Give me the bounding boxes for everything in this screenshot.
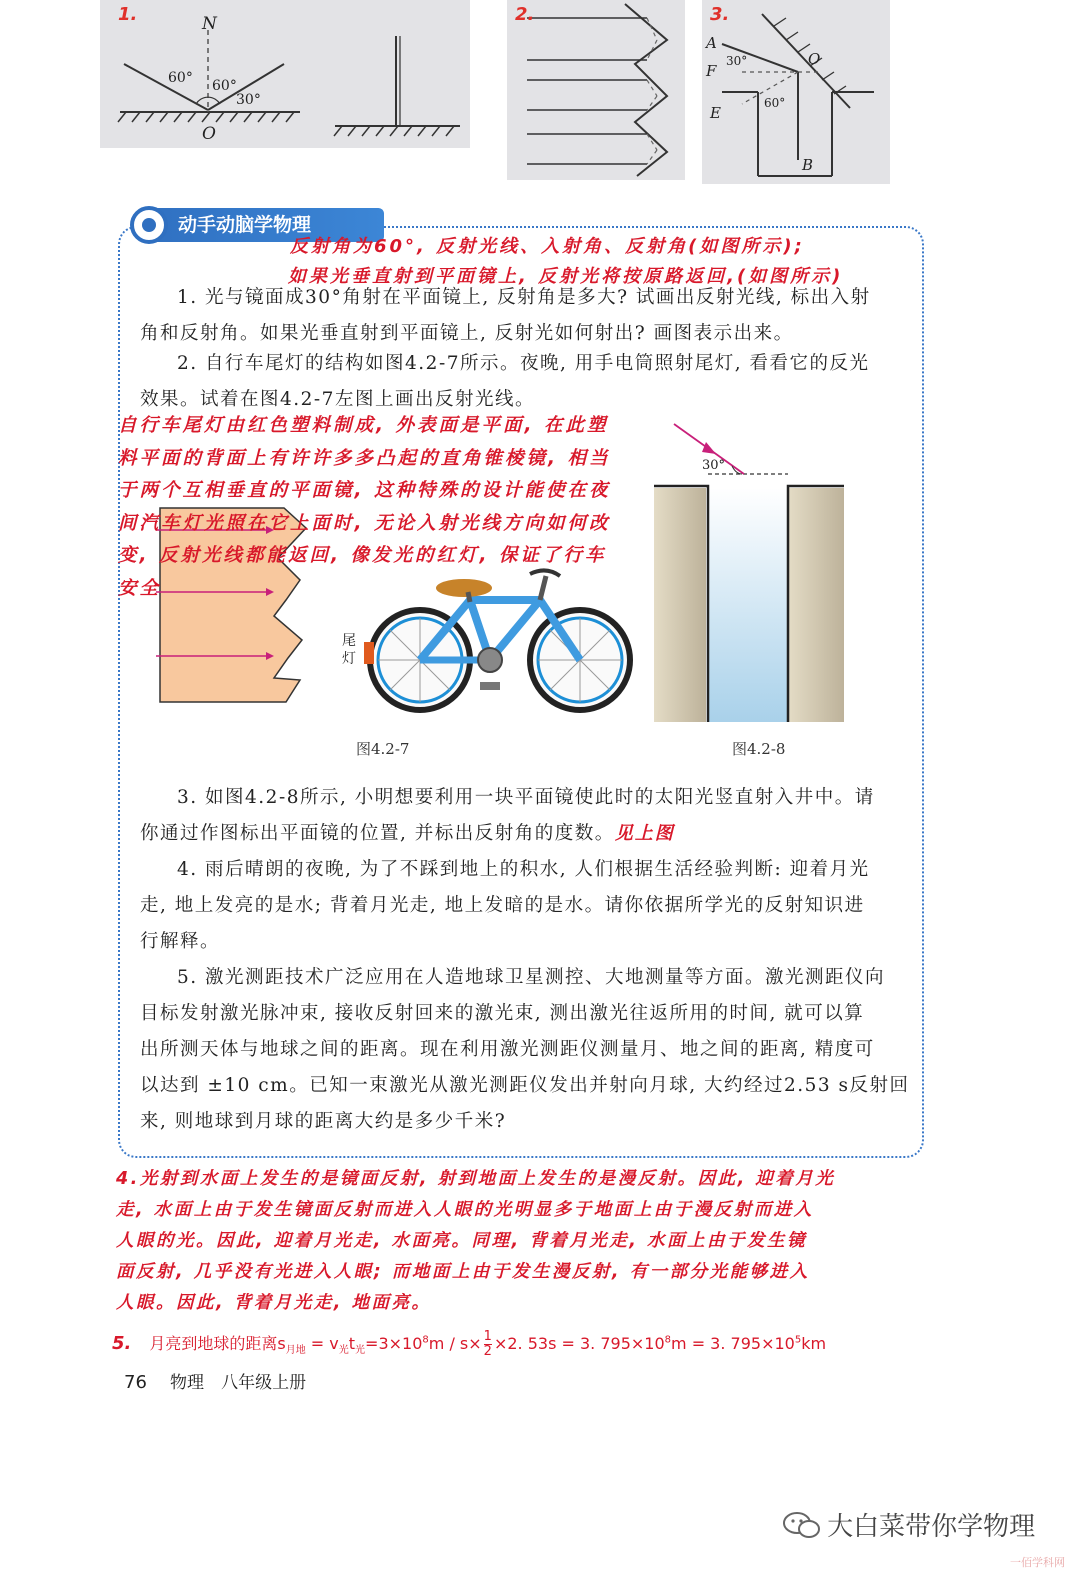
- answer-4-line-3: 人眼的光。因此, 迎着月光走, 水面亮。同理, 背着月光走, 水面上由于发生镜: [116, 1231, 807, 1251]
- sketch-3-label-f: F: [706, 62, 717, 80]
- answer-5: [112, 1330, 826, 1359]
- question-2-line-2: 效果。试着在图4.2-7左图上画出反射光线。: [140, 389, 535, 410]
- answer-2-line-4: 间汽车灯光照在它上面时, 无论入射光线方向如何改: [118, 512, 611, 534]
- question-2-line-1: 2. 自行车尾灯的结构如图4.2-7所示。夜晚, 用手电筒照射尾灯, 看看它的反光: [177, 353, 870, 374]
- answer-5-eq: = v: [305, 1334, 339, 1353]
- answer-5-exp-1: 8: [422, 1334, 429, 1346]
- tail-light-label-1: 尾: [342, 633, 356, 649]
- question-1: [140, 280, 910, 352]
- question-1-line-1: 1. 光与镜面成30°角射在平面镜上, 反射角是多大? 试画出反射光线, 标出入射: [177, 287, 871, 308]
- answer-5-part-5: km: [801, 1334, 827, 1353]
- figure-4-2-7-caption: 图4.2-7: [356, 740, 410, 758]
- tail-light-label: [342, 632, 356, 668]
- sketch-3-label-a: A: [706, 34, 717, 52]
- sketch-3-angle-30: 30°: [726, 54, 748, 68]
- answer-4-line-2: 走, 水面上由于发生镜面反射而进入人眼的光明显多于地面上由于漫反射而进入: [116, 1200, 814, 1220]
- answer-4-line-1: 4.光射到水面上发生的是镜面反射, 射到地面上发生的是漫反射。因此, 迎着月光: [116, 1169, 836, 1189]
- answer-5-sub-1: 月地: [285, 1345, 306, 1357]
- watermark: [782, 1506, 1035, 1543]
- question-4-line-3: 行解释。: [140, 931, 221, 952]
- answer-2-line-1: 自行车尾灯由红色塑料制成, 外表面是平面, 在此塑: [118, 415, 609, 436]
- question-5-line-3: 出所测天体与地球之间的距离。现在利用激光测距仪测量月、地之间的距离, 精度可: [140, 1039, 875, 1060]
- bicycle-figure: [360, 560, 640, 720]
- answer-5-exp-3: 5: [794, 1334, 802, 1346]
- question-3: [140, 780, 910, 852]
- answer-5-t: t: [348, 1334, 356, 1353]
- sketch-3: [702, 0, 890, 184]
- figure-4-2-8-caption: 图4.2-8: [732, 740, 786, 758]
- well-figure: [650, 420, 850, 725]
- question-4-line-1: 4. 雨后晴朗的夜晚, 为了不踩到地上的积水, 人们根据生活经验判断: 迎着月光: [177, 859, 870, 880]
- answer-5-number: 5.: [112, 1333, 132, 1354]
- question-5: [140, 960, 910, 1140]
- sketch-3-drawing: [702, 0, 890, 184]
- answer-2-line-6: 安全: [118, 577, 162, 599]
- sketch-1-number: 1.: [118, 4, 138, 25]
- question-3-line-1: 3. 如图4.2-8所示, 小明想要利用一块平面镜使此时的太阳光竖直射入井中。请: [177, 787, 875, 808]
- answer-2-line-3: 于两个互相垂直的平面镜, 这种特殊的设计能使在夜: [118, 480, 611, 501]
- question-5-line-4: 以达到 ±10 cm。已知一束激光从激光测距仪发出并射向月球, 大约经过2.53 s反射回: [140, 1075, 910, 1096]
- answer-5-fraction-num: 1: [483, 1329, 492, 1344]
- sketch-1-angle-right: 30°: [236, 92, 261, 108]
- answer-2-line-5: 变, 反射光线都能返回, 像发光的红灯, 保证了行车: [118, 545, 607, 566]
- answer-4-line-5: 人眼。因此, 背着月光走, 地面亮。: [116, 1293, 432, 1313]
- answer-3: 见上图: [614, 823, 675, 844]
- figure-4-2-8-angle: 30°: [702, 458, 726, 473]
- question-4: [140, 852, 910, 960]
- sketch-1-label-o: O: [202, 124, 216, 144]
- sketch-3-label-b: B: [802, 156, 814, 174]
- tail-light-label-2: 灯: [342, 651, 356, 667]
- footer-grade: 八年级上册: [221, 1373, 307, 1393]
- sketch-1-angle-mid: 60°: [212, 78, 237, 94]
- question-5-line-2: 目标发射激光脉冲束, 接收反射回来的激光束, 测出激光往返所用的时间, 就可以算: [140, 1003, 865, 1024]
- sketch-2-number: 2.: [515, 4, 535, 25]
- answer-5-fraction-den: 2: [483, 1344, 492, 1359]
- question-3-line-2: [140, 816, 910, 852]
- sketch-3-label-e: E: [710, 104, 721, 122]
- answer-5-part-4: m = 3. 795×10: [671, 1334, 795, 1353]
- answer-4: [116, 1164, 931, 1319]
- page-number: 76: [124, 1372, 147, 1393]
- answer-5-sub-2: 光: [338, 1345, 349, 1357]
- answer-2-line-2: 料平面的背面上有许许多多凸起的直角锥棱镜, 相当: [118, 447, 611, 469]
- answer-5-part-1: =3×10: [365, 1334, 423, 1353]
- sketch-2: [507, 0, 685, 180]
- answer-5-sub-3: 光: [355, 1345, 366, 1357]
- answer-4-line-4: 面反射, 几乎没有光进入人眼; 而地面上由于发生漫反射, 有一部分光能够进入: [116, 1262, 810, 1282]
- section-title-icon: [130, 206, 168, 244]
- section-title: 动手动脑学物理: [132, 208, 384, 242]
- sketch-3-number: 3.: [710, 4, 730, 25]
- watermark-site: 一佰学科网: [1010, 1556, 1065, 1569]
- page-footer: [124, 1368, 306, 1393]
- answer-5-part-3: ×2. 53s = 3. 795×10: [493, 1334, 665, 1353]
- answer-1-line-1: 反射角为60°, 反射光线、入射角、反射角(如图所示);: [290, 236, 805, 257]
- question-2: [140, 346, 910, 418]
- answer-5-exp-2: 8: [664, 1334, 672, 1346]
- sketch-1-label-n: N: [202, 14, 217, 34]
- sketch-1: [100, 0, 470, 148]
- answer-1-line-2: 如果光垂直射到平面镜上, 反射光将按原路返回,(如图所示): [288, 266, 844, 287]
- sketch-2-drawing: [507, 0, 685, 180]
- answer-5-text: 月亮到地球的距离s: [149, 1334, 286, 1353]
- question-5-line-1: 5. 激光测距技术广泛应用在人造地球卫星测控、大地测量等方面。激光测距仪向: [177, 967, 886, 988]
- question-4-line-2: 走, 地上发亮的是水; 背着月光走, 地上发暗的是水。请你依据所学光的反射知识进: [140, 895, 865, 916]
- question-3-line-2-text: 你通过作图标出平面镜的位置, 并标出反射角的度数。: [140, 823, 615, 844]
- answer-5-fraction: [484, 1330, 492, 1359]
- footer-subject: 物理: [170, 1373, 204, 1393]
- sketch-1-drawing: [100, 0, 470, 148]
- answer-5-part-2: m / s×: [428, 1334, 482, 1353]
- watermark-account: 大白菜带你学物理: [827, 1512, 1036, 1542]
- sketch-3-label-o: O: [808, 50, 821, 68]
- sketch-3-angle-60: 60°: [764, 96, 786, 110]
- question-1-line-2: 角和反射角。如果光垂直射到平面镜上, 反射光如何射出? 画图表示出来。: [140, 323, 794, 344]
- wechat-icon: [782, 1510, 822, 1540]
- question-5-line-5: 来, 则地球到月球的距离大约是多少千米?: [140, 1111, 507, 1132]
- sketch-1-angle-left: 60°: [168, 70, 193, 86]
